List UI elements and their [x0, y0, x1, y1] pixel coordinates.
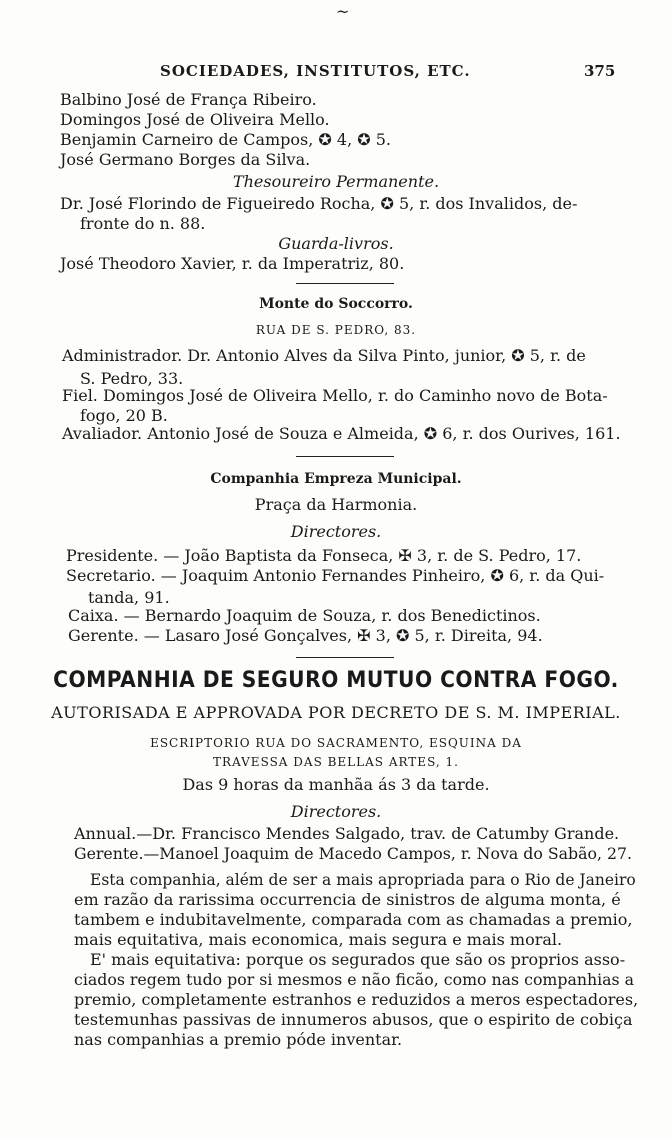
text-line: Avaliador. Antonio José de Souza e Almeida, ✪ 6, r. dos Ourives, 161. — [62, 424, 621, 443]
section-heading-thesoureiro: Thesoureiro Permanente. — [232, 172, 440, 191]
running-head: SOCIEDADES, INSTITUTOS, ETC. — [160, 62, 471, 80]
paragraph-line: mais equitativa, mais economica, mais segura e mais moral. — [74, 930, 563, 949]
text-line: Gerente. — Lasaro José Gonçalves, ✠ 3, ✪ 5, r. Direita, 94. — [68, 626, 543, 645]
paragraph-line: nas companhias a premio póde inventar. — [74, 1030, 403, 1049]
text-line: tanda, 91. — [88, 588, 170, 607]
list-item: José Germano Borges da Silva. — [60, 150, 311, 169]
section-address: RUA DE S. PEDRO, 83. — [255, 323, 417, 337]
paragraph-line: premio, completamente estranhos e reduzidos a meros espectadores, — [74, 990, 639, 1009]
list-item: Benjamin Carneiro de Campos, ✪ 4, ✪ 5. — [60, 130, 392, 149]
paragraph-line: testemunhas passivas de innumeros abusos, que o espirito de cobiça — [74, 1010, 633, 1029]
section-title-companhia-de-seguro: COMPANHIA DE SEGURO MUTUO CONTRA FOGO. — [53, 668, 619, 693]
page-ornament: ~ — [336, 2, 350, 21]
text-line: fogo, 20 B. — [80, 406, 168, 425]
office-hours: Das 9 horas da manhãa ás 3 da tarde. — [182, 775, 490, 794]
page-number: 375 — [584, 62, 616, 80]
text-line: Secretario. — Joaquim Antonio Fernandes Pinheiro, ✪ 6, r. da Qui- — [66, 566, 605, 585]
section-address: ESCRIPTORIO RUA DO SACRAMENTO, ESQUINA DA — [150, 736, 522, 750]
paragraph-line: Esta companhia, além de ser a mais apropriada para o Rio de Janeiro — [90, 871, 636, 889]
section-heading-directores: Directores. — [290, 802, 382, 821]
section-address: TRAVESSA DAS BELLAS ARTES, 1. — [213, 755, 459, 769]
text-line: Fiel. Domingos José de Oliveira Mello, r. do Caminho novo de Bota- — [62, 386, 608, 405]
list-item: Balbino José de França Ribeiro. — [60, 90, 317, 109]
text-line: Administrador. Dr. Antonio Alves da Silva Pinto, junior, ✪ 5, r. de — [62, 346, 586, 365]
text-line: Caixa. — Bernardo Joaquim de Souza, r. dos Benedictinos. — [68, 606, 541, 625]
text-line: Dr. José Florindo de Figueiredo Rocha, ✪ 5, r. dos Invalidos, de- — [60, 194, 578, 213]
section-heading-guarda-livros: Guarda-livros. — [278, 234, 394, 253]
section-divider — [296, 456, 394, 457]
paragraph-line: E' mais equitativa: porque os segurados que são os proprios asso- — [90, 950, 626, 969]
section-divider — [296, 657, 394, 658]
text-line: Gerente.—Manoel Joaquim de Macedo Campos, r. Nova do Sabão, 27. — [74, 844, 633, 863]
text-line: José Theodoro Xavier, r. da Imperatriz, 80. — [60, 254, 405, 273]
section-subtitle: AUTORISADA E APPROVADA POR DECRETO DE S. M. IMPERIAL. — [51, 703, 621, 722]
section-address: Praça da Harmonia. — [254, 495, 418, 514]
section-title-companhia-empreza-municipal: Companhia Empreza Municipal. — [210, 471, 462, 487]
list-item: Domingos José de Oliveira Mello. — [60, 110, 330, 129]
section-title-monte-do-soccorro: Monte do Soccorro. — [259, 296, 413, 312]
section-heading-directores: Directores. — [290, 522, 382, 541]
text-line: Annual.—Dr. Francisco Mendes Salgado, trav. de Catumby Grande. — [74, 824, 620, 843]
text-line: Presidente. — João Baptista da Fonseca, ✠ 3, r. de S. Pedro, 17. — [66, 546, 582, 565]
paragraph-line: em razão da rarissima occurrencia de sinistros de alguma monta, é — [74, 890, 621, 909]
text-line: S. Pedro, 33. — [80, 369, 184, 388]
paragraph-line: ciados regem tudo por si mesmos e não ficão, como nas companhias a — [74, 970, 635, 989]
paragraph-line: tambem e indubitavelmente, comparada com as chamadas a premio, — [74, 910, 633, 929]
text-line: fronte do n. 88. — [80, 214, 206, 233]
section-divider — [296, 283, 394, 284]
